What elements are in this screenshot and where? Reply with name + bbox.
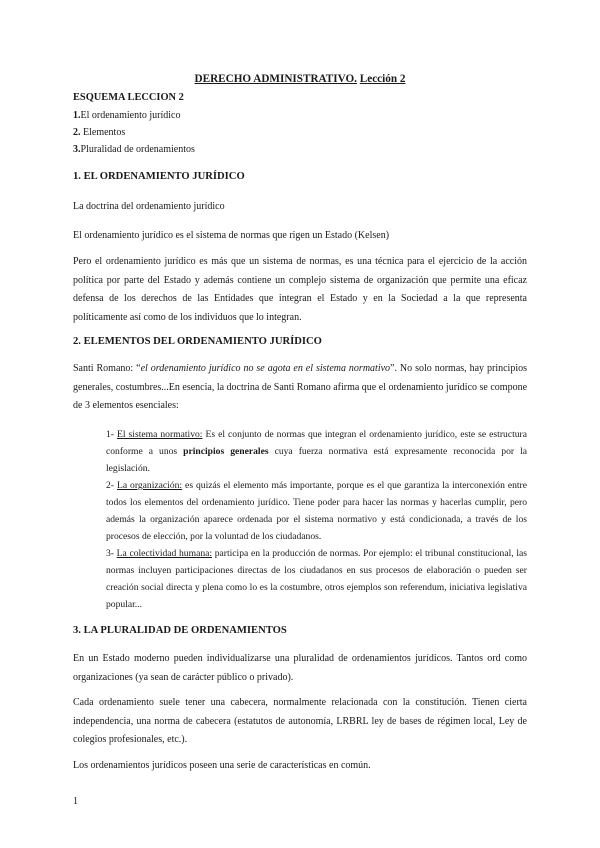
outline-item [73,110,180,121]
section1-heading: 1. EL ORDENAMIENTO JURÍDICO [73,171,245,182]
element-item [106,426,527,477]
outline-item-number: 3. [73,144,81,155]
element-bold-text: principios generales [183,446,269,457]
intro-text: ”. No solo normas, hay principios generales, costumbres...En esencia, la doctrina de Santi Romano afirma que el ordenamiento jurídico se compone de 3 elementos esenciales: [73,363,528,411]
outline-item-text: El ordenamiento jurídico [80,110,181,121]
document-title [0,73,600,85]
element-text: participa en la producción de normas. Por ejemplo: el tribunal constitucional, las normas incluyen participaciones directas de los ciudadanos en sus procesos de elaboración o pueden ser creación social directa y plena como lo es la costumbre, otros ejemplos son referendum, iniciativa legislativa popular... [106,548,527,610]
title-lesson: Lección 2 [359,73,406,85]
element-item [106,545,527,613]
section3-heading: 3. LA PLURALIDAD DE ORDENAMIENTOS [73,625,287,636]
section2-intro [73,360,527,416]
outline-item [73,144,195,155]
section1-paragraph: La doctrina del ordenamiento jurídico [73,201,225,212]
element-item [106,477,527,545]
outline-item-number: 2. [73,127,81,138]
outline-item [73,127,125,138]
outline-heading: ESQUEMA LECCION 2 [73,92,184,103]
element-number: 3- [106,548,117,559]
outline-item-text: Elementos [80,127,126,138]
outline-item-number: 1. [73,110,81,121]
element-label: El sistema normativo: [117,429,203,440]
intro-quote: el ordenamiento jurídico no se agota en el sistema normativo [140,363,391,374]
element-text: cuya fuerza normativa está expresamente reconocida por la legislación. [106,446,527,474]
section3-paragraph: Cada ordenamiento suele tener una cabecera, normalmente relacionada con la constitución. Tienen cierta independencia, una norma de cabecera (estatutos de autonomía, LRBRL ley de bases de régimen local, Ley de colegios profesionales, etc.). [73,697,527,745]
element-text: es quizás el elemento más importante, porque es el que garantiza la interconexión entre todos los elementos del ordenamiento jurídico. Tiene poder para hacer las normas y hacerlas cumplir, pero además la organización aparece ordenada por el sistema normativo y está condicionada, a través de los procesos de elección, por la voluntad de los ciudadanos. [106,480,528,542]
section3-paragraph: En un Estado moderno pueden individualizarse una pluralidad de ordenamientos jurídicos. Tantos ord como organizaciones (ya sean de carácter público o privado). [73,653,527,683]
page-number: 1 [73,796,78,807]
section1-paragraph: El ordenamiento jurídico es el sistema de normas que rigen un Estado (Kelsen) [73,230,390,241]
intro-text: Santi Romano: “ [73,363,141,374]
element-number: 1- [106,429,118,440]
section3-paragraph: Los ordenamientos jurídicos poseen una serie de características en común. [73,760,371,771]
element-label: La organización: [116,480,183,491]
element-label: La colectividad humana: [116,548,213,559]
section2-heading: 2. ELEMENTOS DEL ORDENAMIENTO JURÍDICO [73,336,322,347]
outline-item-text: Pluralidad de ordenamientos [80,144,195,155]
title-subject: DERECHO ADMINISTRATIVO. [194,73,357,85]
element-text: Es el conjunto de normas que integran el ordenamiento jurídico, este se estructura conforme a unos [106,429,527,457]
section1-paragraph: Pero el ordenamiento jurídico es más que un sistema de normas, es una técnica para el ejercicio de la acción política por parte del Estado y además contiene un complejo sistema de organización que permite una eficaz defensa de los derechos de las Entidades que integran el Estado y en la Sociedad a la que representa políticamente así como de los individuos que lo integran. [73,256,527,323]
element-number: 2- [106,480,117,491]
